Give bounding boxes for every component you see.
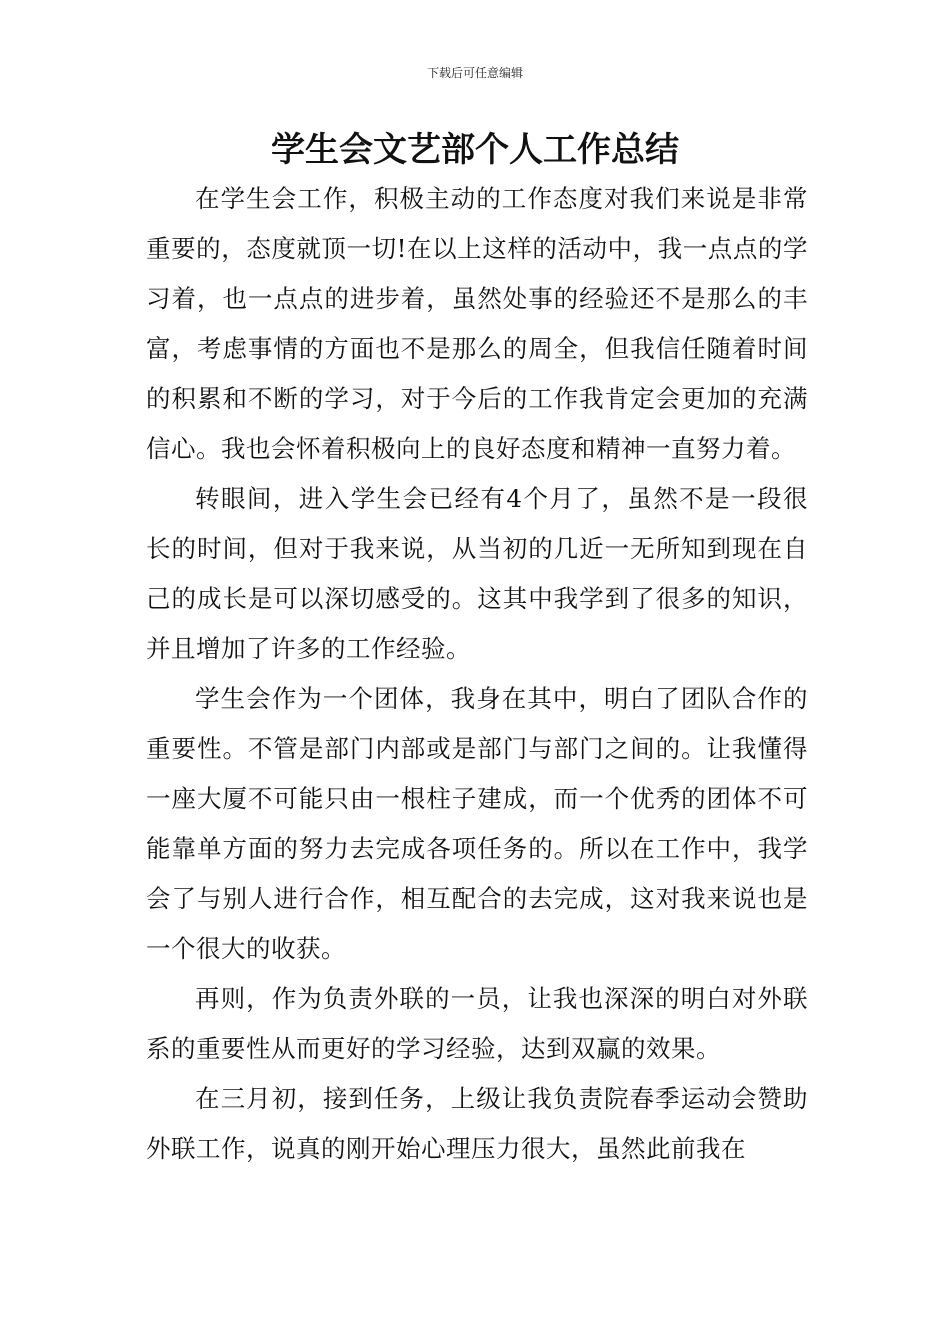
page-header-note: 下载后可任意编辑 [426,66,523,80]
paragraph-3: 学生会作为一个团体，我身在其中，明白了团队合作的重要性。不管是部门内部或是部门与部门之间的。让我懂得一座大厦不可能只由一根柱子建成，而一个优秀的团体不可能靠单方面的努力去完成各项任务的。所以在工作中，我学会了与别人进行合作，相互配合的去完成，这对我来说也是一个很大的收获。 [146,684,808,963]
paragraph-4: 再则，作为负责外联的一员，让我也深深的明白对外联系的重要性从而更好的学习经验，达到双赢的效果。 [146,984,808,1063]
paragraph-1: 在学生会工作，积极主动的工作态度对我们来说是非常重要的，态度就顶一切!在以上这样的活动中，我一点点的学习着，也一点点的进步着，虽然处事的经验还不是那么的丰富，考虑事情的方面也不是那么的周全，但我信任随着时间的积累和不断的学习，对于今后的工作我肯定会更加的充满信心。我也会怀着积极向上的良好态度和精神一直努力着。 [146,184,808,463]
paragraph-5: 在三月初，接到任务，上级让我负责院春季运动会赞助外联工作，说真的刚开始心理压力很大，虽然此前我在 [146,1084,808,1163]
paragraph-2: 转眼间，进入学生会已经有4个月了，虽然不是一段很长的时间，但对于我来说，从当初的几近一无所知到现在自己的成长是可以深切感受的。这其中我学到了很多的知识，并且增加了许多的工作经验。 [146,484,808,663]
document-title: 学生会文艺部个人工作总结 [271,130,679,170]
document-body [146,174,808,1174]
